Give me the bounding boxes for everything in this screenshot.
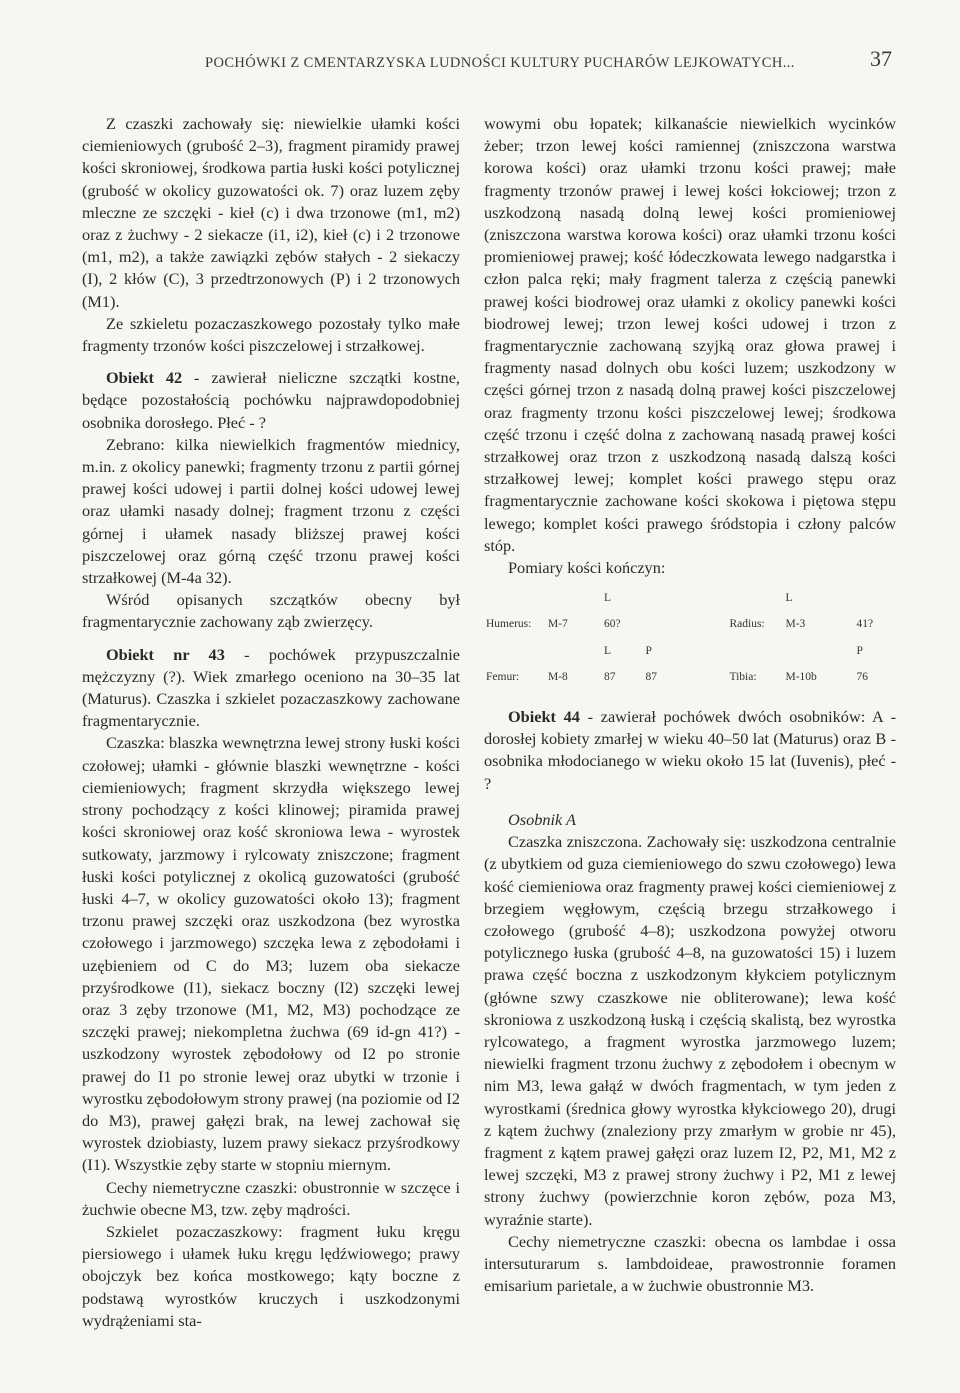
table-cell: 87	[645, 670, 657, 683]
page-number: 37	[870, 46, 892, 71]
table-cell: Radius:	[729, 618, 765, 631]
table-header-cell: L	[785, 592, 793, 605]
paragraph	[82, 644, 460, 733]
table-header-cell: P	[645, 644, 652, 657]
table-row	[484, 611, 896, 637]
paragraph	[484, 706, 896, 795]
paragraph: Cechy niemetryczne czaszki: obustronnie w szczęce i żuchwie obecne M3, tzw. zęby mądrości.	[82, 1177, 460, 1219]
table-cell: Humerus:	[486, 618, 532, 631]
right-column	[484, 113, 896, 1297]
paragraph: Ze szkieletu pozaczaszkowego pozostały tylko małe fragmenty trzonów kości piszczelowej i strzałkowej.	[82, 313, 460, 356]
object-label: Obiekt 44	[508, 707, 580, 727]
table-header-cell: P	[856, 644, 863, 657]
table-cell: 76	[856, 670, 869, 683]
table-cell: M-3	[785, 618, 806, 631]
measurements-heading: Pomiary kości kończyn:	[508, 558, 666, 578]
running-title: POCHÓWKI Z CMENTARZYSKA LUDNOŚCI KULTURY PUCHARÓW LEJKOWATYCH...	[205, 55, 795, 71]
subsection-heading: Osobnik A	[508, 809, 576, 829]
paragraph: Czaszka zniszczona. Zachowały się: uszkodzona centralnie (z ubytkiem od guza ciemieniowego do szwu czołowego) lewa kość ciemieniowa oraz fragmenty prawej kości ciemieniowej z brzegiem węgłowym, częścią brzegu strzałkowego i czołowego (grubość 4–8); uszkodzona powyżej otworu potylicznego łuska (grubość 4–8, na guzowatości 15) i luzem prawa część boczna z uszkodzonym kłykciem potylicznym (główne szwy czaszkowe nie obliterowane); lewa kość skroniowa z uszkodzoną łuską i częścią skalistą, bez wyrostka rylcowatego, a fragment wyrostka jarzmowego luzem; niewielki fragment trzonu żuchwy z zębodołem i obecnym w nim M3, lewa gałąź w dwóch fragmentach, w tym jeden z wyrostkami (średnica głowy wyrostka kłykciowego 20), drugi z kątem żuchwy (znaleziony przy zmarłym w grobie nr 45), fragment z kątem prawej gałęzi oraz luzem I2, P2, M1, M2 z lewej szczęki, M3 z prawej strony żuchwy i P2, M1 z lewej strony żuchwy (powierzchnie koron zębów, poza M3, wyraźnie starte).	[484, 832, 896, 1229]
measurements-table	[484, 585, 896, 690]
paragraph: Wśród opisanych szczątków obecny był fragmentarycznie zachowany ząb zwierzęcy.	[82, 590, 460, 632]
table-cell: M-10b	[785, 670, 817, 683]
table-cell: M-7	[548, 618, 568, 631]
paragraph: Czaszka: blaszka wewnętrzna lewej strony łuski kości czołowej; ułamki - głównie blaszki wewnętrzne - kości ciemieniowych; fragment skrzydła większego lewej strony pochodzący z kości klinowej; piramida prawej kości skroniowej oraz kość skroniowa lewa - wyrostek sutkowaty, jarzmowy i rylcowaty zniszczone; fragment łuski kości potylicznej z okolicą guzowatości (grubość łuski 4–7, w okolicy guzowatości około 13); fragment trzonu prawej szczęki oraz uszkodzona (bez wyrostka czołowego i jarzmowego) szczęka lewa z zębodołami i uzębieniem od C do M3; luzem oba siekacze przyśrodkowe (I1), siekacz boczny (I2) szczęki lewej oraz 3 zęby trzonowe (M1, M2, M3) pochodzące ze szczęki prawej; niekompletna żuchwa (69 id-gn 41?) - uszkodzony wyrostek zębodołowy od I2 po stronie prawej do I1 po stronie lewej oraz ubytki w trzonie i wyrostku zębodołowym strony prawej (na poziomie od I2 do M3), prawej gałęzi brak, na lewej zachował się wyrostek dziobiasty, luzem prawy siekacz przyśrodkowy (I1). Wszystkie zęby starte w stopniu miernym.	[82, 733, 460, 1175]
paragraph: wowymi obu łopatek; kilkanaście niewielkich wycinków żeber; trzon lewej kości ramiennej (zniszczona warstwa korowa kości) oraz ułamki trzonu kości prawej; małe fragmenty trzonów prawej i lewej kości łokciowej; trzon z uszkodzoną nasadą dolną lewej kości promieniowej (zniszczona warstwa korowa kości) oraz ułamki trzonu kości promieniowej prawej; kość łódeczkowata lewego nadgarstka i człon palca ręki; mały fragment talerza z częścią panewki prawej kości biodrowej oraz ułamki z okolicy panewki kości biodrowej lewej; trzon lewej kości udowej i trzon z fragmentarycznie zachowaną szyjką oraz głowa prawej i fragmenty nasad dolnych obu kości luzem; uszkodzony w części górnej trzon z nasadą dolną prawej kości piszczelowej oraz fragmenty trzonu kości piszczelowej lewej; środkowa część trzonu i część dolna z zachowaną nasadą prawej kości strzałkowej oraz trzon z uszkodzoną nasadą dalszą kości strzałkowej lewej; komplet kości prawego stępu oraz fragmentarycznie zachowane kości skokowa i piętowa stępu lewego; komplet kości prawego śródstopia i człony palców stóp.	[484, 114, 896, 555]
paragraph-text: - pochówek przypuszczalnie mężczyzny (?). Wiek zmarłego oceniono na 30–35 lat (Maturus). Czaszka i szkielet pozaczaszkowy zachowane fragmentarycznie.	[82, 644, 460, 731]
table-cell: 41?	[856, 618, 874, 631]
table-cell: M-8	[548, 670, 568, 683]
paragraph: Zebrano: kilka niewielkich fragmentów miednicy, m.in. z okolicy panewki; fragmenty trzonu z partii górnej prawej kości udowej i partii dolnej kości udowej lewej oraz ułamki nasady dolnej; fragment trzonu z części górnej i ułamek nasady bliższej prawej kości piszczelowej oraz górną część trzonu prawej kości strzałkowej (M-4a 32).	[82, 434, 460, 588]
object-label: Obiekt 42	[106, 368, 183, 388]
table-row	[484, 664, 896, 690]
paragraph: Z czaszki zachowały się: niewielkie ułamki kości ciemieniowych (grubość 2–3), fragment piramidy prawej kości skroniowej, środkowa partia łuski kości potylicznej (grubość w okolicy guzowatości ok. 7) oraz luzem zęby mleczne ze szczęki - kieł (c) i dwa trzonowe (m1, m2) oraz z żuchwy - 2 siekacze (i1, i2), kieł (c) i 2 trzonowe (m1, m2), a także zawiązki zębów stałych - 2 siekaczy (I), 2 kłów (C), 3 przedtrzonowych (P) i 2 trzonowych (M1).	[82, 114, 460, 311]
table-cell: Femur:	[486, 670, 520, 683]
table-cell: 60?	[604, 618, 621, 631]
left-column	[82, 113, 460, 1332]
object-label: Obiekt nr 43	[106, 644, 225, 664]
table-cell: 87	[604, 670, 616, 683]
paragraph-text: - zawierał nieliczne szczątki kostne, będące pozostałością pochówku najprawdopodobniej osobnika dorosłego. Płeć - ?	[82, 368, 460, 432]
paragraph: Szkielet pozaczaszkowy: fragment łuku kręgu piersiowego i ułamek łuku kręgu lędźwiowego; prawy obojczyk bez końca mostkowego; kąty boczne z podstawą wyrostków kruczych i uszkodzonymi wydrążeniami sta-	[82, 1221, 460, 1330]
table-cell: Tibia:	[729, 670, 757, 683]
table-header-row	[484, 638, 896, 664]
paragraph-text: - zawierał pochówek dwóch osobników: A - dorosłej kobiety zmarłej w wieku 40–50 lat (Maturus) oraz B - osobnika młodocianego w wieku około 15 lat (Iuvenis), płeć - ?	[484, 707, 896, 793]
paragraph	[82, 367, 460, 434]
table-header-cell: L	[604, 592, 612, 605]
table-header-cell: L	[604, 644, 612, 657]
table-header-row	[484, 585, 896, 611]
paragraph: Cechy niemetryczne czaszki: obecna os lambdae i ossa intersuturarum s. lambdoideae, prawostronnie foramen emisarium parietale, a w żuchwie obustronnie M3.	[484, 1231, 896, 1296]
